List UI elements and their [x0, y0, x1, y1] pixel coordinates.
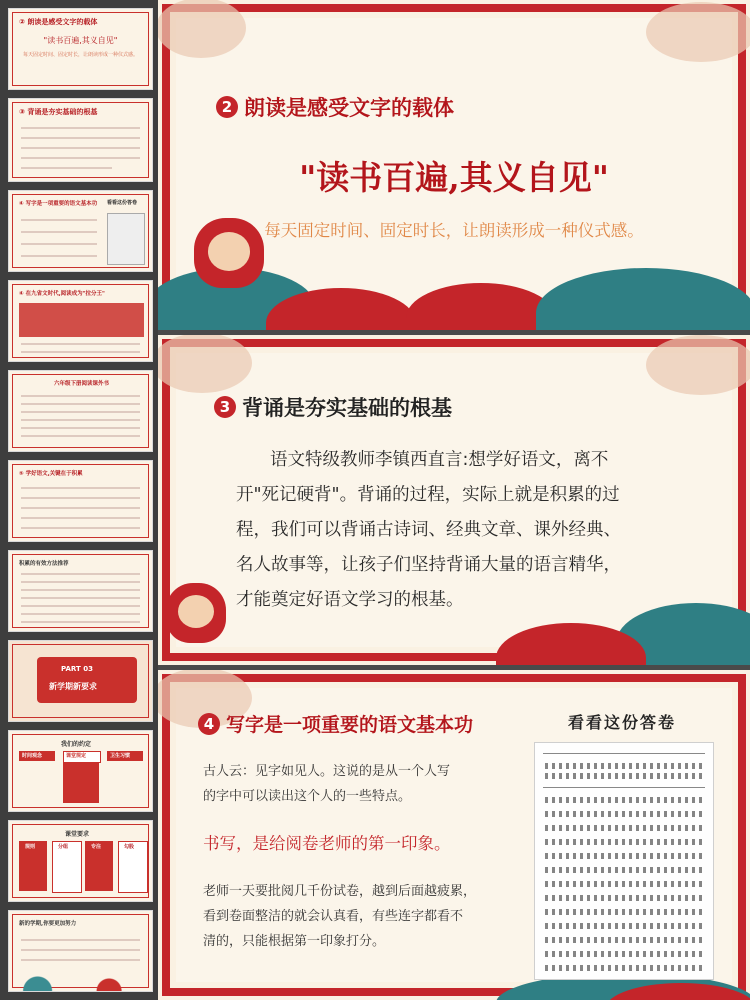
slide-body-line: 才能奠定好语文学习的根基。 [236, 590, 464, 610]
slide-thumbnail-4[interactable] [8, 280, 153, 362]
slide-body-line: 语文特级教师李镇西直言:想学好语文，离不 [270, 450, 609, 470]
slide-body-line: 看到卷面整洁的就会认真看，有些连字都看不 [203, 909, 464, 924]
thumb-subtitle: 每天固定时间、固定时长，让朗读形成一种仪式感。 [22, 52, 138, 58]
thumb-side-title: 看看这份答卷 [107, 200, 138, 206]
slide-thumbnail-7[interactable] [8, 550, 153, 632]
section-number: 3 [214, 396, 236, 418]
slide-body-line: 开"死记硬背"。背诵的过程，实际上就是积累的过 [236, 485, 620, 505]
slide-body-line: 名人故事等，让孩子们坚持背诵大量的语言精华， [236, 555, 621, 575]
slide-thumbnail-6[interactable] [8, 460, 153, 542]
slide-reading [158, 0, 750, 330]
section-number: 4 [198, 713, 220, 735]
thumb-title: ③ 背诵是夯实基础的根基 [19, 108, 98, 116]
slide-body-line: 清的，只能根据第一印象打分。 [203, 934, 386, 949]
thumb-title: ④ 写字是一项重要的语文基本功 [19, 201, 98, 207]
thumb-quote: "读书百遍,其义自见" [43, 36, 118, 45]
slide-thumbnail-2[interactable] [8, 98, 153, 182]
lion-dance-illustration [166, 583, 226, 643]
thumb-title: ④ 在九省文时代,阅读成为"拉分王" [19, 291, 105, 297]
slide-thumbnail-9[interactable]: 我们的约定 时间观念 课堂规定 卫生习惯 [8, 730, 153, 812]
slide-body-line: 程，我们可以背诵古诗词、经典文章、课外经典、 [236, 520, 621, 540]
section-number: 2 [216, 96, 238, 118]
thumb-title: 新的学期,你要更加努力 [19, 921, 77, 927]
slide-thumbnail-5[interactable] [8, 370, 153, 452]
thumb-title: 我们的约定 [61, 741, 92, 748]
thumb-title: 积累的有效方法推荐 [19, 561, 69, 567]
thumb-title: 新学期新要求 [49, 682, 97, 691]
thumb-title: ⑤ 学好语文,关键在于积累 [19, 471, 83, 477]
answer-sheet-title: 看看这份答卷 [568, 713, 677, 732]
slide-heading: 3 背诵是夯实基础的根基 [214, 392, 452, 422]
slide-body-line: 老师一天要批阅几千份试卷，越到后面越疲累， [203, 884, 477, 899]
slide-subtitle: 每天固定时间、固定时长，让朗读形成一种仪式感。 [264, 221, 644, 240]
slide-thumbnail-8[interactable] [8, 640, 153, 722]
slide-thumbnail-1[interactable] [8, 8, 153, 90]
thumb-tag: PART 03 [61, 665, 93, 673]
slide-writing [158, 670, 750, 1000]
slide-body-line: 古人云：见字如见人。这说的是从一个人写 [203, 764, 451, 779]
slide-thumbnail-panel [0, 0, 158, 1000]
slide-quote: "读书百遍,其义自见" [299, 158, 609, 197]
slide-thumbnail-11[interactable] [8, 910, 153, 992]
thumb-title: 课堂要求 [65, 831, 90, 838]
slide-thumbnail-3[interactable] [8, 190, 153, 272]
slide-canvas [158, 0, 750, 1000]
answer-sheet-image [534, 742, 714, 980]
thumb-title: ② 朗读是感受文字的载体 [19, 18, 98, 26]
slide-thumbnail-10[interactable]: 课堂要求 规则 分组 专注 勾股 [8, 820, 153, 902]
slide-heading: 4 写字是一项重要的语文基本功 [198, 710, 473, 737]
slide-heading: 2 朗读是感受文字的载体 [216, 92, 454, 122]
slide-recite [158, 335, 750, 665]
highlight-text: 书写，是给阅卷老师的第一印象。 [203, 834, 451, 853]
thumb-title: 六年级下册阅读课外书 [54, 381, 110, 387]
slide-body-line: 的字中可以读出这个人的一些特点。 [203, 789, 412, 804]
